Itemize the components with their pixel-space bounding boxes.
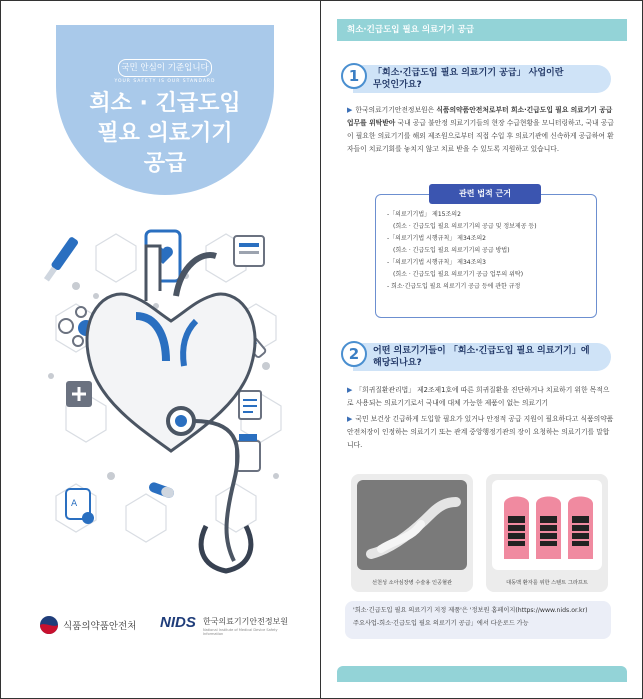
law-item: - 희소·긴급도입 필요 의료기기 공급 등에 관한 규정: [387, 283, 521, 290]
xray-icon: [66, 381, 92, 407]
cover-title: [56, 89, 274, 179]
question1-line1: 「희소·긴급도입 필요 의료기기 공급」 사업이란: [373, 68, 564, 78]
answer2-bullet2-text: 국민 보건상 긴급하게 도입할 필요가 있거나 안정적 공급 지원이 필요하다고 식품의약품안전처장이 인정하는 의료기기 또는 관계 중앙행정기관의 장이 요청하는 의료기기를 말합니다.: [347, 415, 614, 449]
artificial-vessel-icon: [351, 474, 473, 574]
caption-stent: 대동맥 환자를 위한 스텐트 그라프트: [506, 580, 588, 586]
footer-bar: [337, 666, 627, 682]
tagline-subtext: YOUR SAFETY IS OUR STANDARD: [114, 79, 216, 84]
answer2-bullet1-text: 「희귀질환관리법」 제2조제1호에 따른 희귀질환을 진단하거나 치료하기 위한 목적으로 사용되는 의료기기로서 국내에 대체 가능한 제품이 없는 의료기기: [347, 386, 610, 407]
question2-number: 2: [341, 341, 367, 367]
answer1-paragraph: [347, 104, 615, 156]
svg-text:A: A: [71, 499, 78, 509]
question2-text: [373, 345, 608, 369]
syringe-icon: [42, 236, 79, 283]
question2-line2: 해당되나요?: [373, 358, 422, 368]
stethoscope-icon: [168, 408, 251, 571]
law-item-desc: (희소 · 긴급도입 필요 의료기기의 공급 방법): [393, 247, 510, 254]
title-arch: [56, 25, 274, 195]
question1-number: 1: [341, 63, 367, 89]
bullet-triangle-icon: ▶: [347, 106, 353, 114]
law-item-desc: (희소 · 긴급도입 필요 의료기기의 공급 및 정보제공 등): [393, 223, 537, 230]
nids-logo: NIDS: [160, 614, 196, 631]
tagline-badge: 국민 안심이 기준입니다: [118, 59, 212, 77]
law-item-desc: (희소 · 긴급도입 필요 의료기기 공급 업무의 위탁): [393, 271, 524, 278]
section-header-text: 희소·긴급도입 필요 의료기기 공급: [347, 25, 475, 35]
download-note-line1: '희소·긴급도입 필요 의료기기 지정 제품'은 '정보원 홈페이지(https://www.nids.or.kr): [353, 607, 588, 614]
nids-name: 한국의료기기안전정보원: [203, 617, 289, 626]
answer1-part-b: 식품의약품안전처로부터 희소·긴급도입 필요: [436, 106, 569, 114]
caption-vessel: 선천성 소아심장병 수술용 인공혈관: [371, 580, 453, 586]
bullet-triangle-icon: ▶: [347, 415, 353, 423]
mfds-logo-icon: [39, 615, 59, 635]
mfds-name: 식품의약품안전처: [63, 621, 137, 632]
section-header: [337, 19, 627, 41]
cover-title-line1: 희소 · 긴급도입: [89, 91, 241, 116]
cover-title-line3: 공급: [143, 151, 187, 176]
law-item: -「의료기기법 시행규칙」 제34조의3: [387, 259, 486, 266]
artificial-vessel-photo: [351, 474, 473, 592]
question1-text: [373, 67, 608, 91]
legal-basis-list: [387, 209, 592, 293]
answer1-part-d: 국내 공급 불안정 의료기기들의 현장 수급현황을 모니터링하고, 국내 공급이 필요한 의료기기를 해외 제조원으로부터 직접 수입 후 의료기관에 신속하게 공급하여 환자들이 치료기회를 놓치지 않고 치료 받을 수 있도록 지원하고 있습니다.: [347, 119, 614, 153]
blood-bag-icon: [66, 489, 94, 524]
cover-title-line2: 필요 의료기기: [97, 121, 233, 146]
stent-graft-icon: [486, 474, 608, 574]
logo-row: [37, 611, 297, 641]
bullet-triangle-icon: ▶: [347, 386, 353, 394]
legal-basis-title: 관련 법적 근거: [429, 184, 541, 204]
medical-device-illustration: [36, 206, 296, 586]
medicine-bottle-icon: [236, 434, 260, 471]
answer2-bullet2: [347, 413, 615, 452]
question1-line2: 무엇인가요?: [373, 80, 422, 90]
capsule-icon: [148, 481, 176, 499]
medical-record-icon: [239, 391, 261, 419]
nids-english-name: National Institute of Medical Device Safety Information: [203, 628, 278, 636]
question2-line1: 어떤 의료기기들이 「희소·긴급도입 필요 의료기기」에: [373, 346, 590, 356]
law-item: -「의료기기법 시행규칙」 제34조의2: [387, 235, 486, 242]
download-note-line2: 주요사업-희소·긴급도입 필요 의료기기 공급」에서 다운로드 가능: [353, 620, 529, 627]
medical-monitor-icon: [234, 236, 264, 266]
cover-panel: [1, 1, 320, 698]
answer2-bullet1: [347, 384, 615, 410]
law-item: -「의료기기법」 제15조의2: [387, 211, 461, 218]
download-note: [345, 601, 611, 639]
stent-graft-photo: [486, 474, 608, 592]
info-panel: [321, 1, 641, 698]
answer1-part-c: 의료기기 공급 업무를 위탁받아: [347, 106, 613, 127]
answer1-part-a: 한국의료기기안전정보원은: [355, 106, 435, 114]
